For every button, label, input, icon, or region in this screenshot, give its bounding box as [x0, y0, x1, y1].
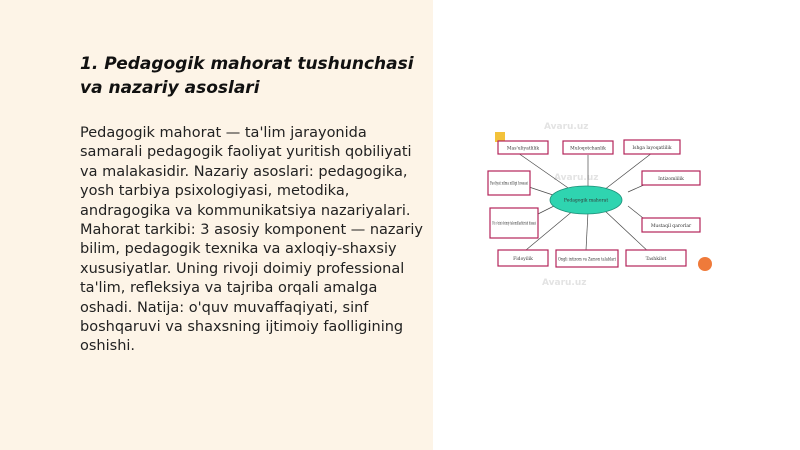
node-bottom-left [498, 250, 548, 266]
node-right-1 [642, 171, 700, 185]
watermark-text: Avaru.uz [544, 122, 589, 132]
accent-dot [698, 257, 712, 271]
svg-text:Fidoyilik: Fidoyilik [513, 257, 533, 262]
watermark-text: Avaru.uz [542, 278, 587, 288]
diagram-svg [476, 100, 725, 288]
node-center [550, 186, 622, 214]
svg-text:Intizomlilik: Intizomlilik [658, 177, 684, 182]
node-top-right [624, 140, 680, 154]
node-mid-left-1 [488, 171, 555, 195]
svg-text:Muloqotchanlik: Muloqotchanlik [570, 146, 606, 152]
svg-text:Ongli intizom va Zamon talabla: Ongli intizom va Zamon talablari [558, 257, 634, 263]
svg-text:O'z-o'zini doimiy takomillasht: O'z-o'zini doimiy takomillashtirish hissasi [492, 221, 587, 227]
node-top-mid [563, 141, 613, 154]
node-mid-left-2 [490, 208, 587, 238]
svg-text:Faoliyat xilma xilligi hossasi: Faoliyat xilma xilligi hossasi [490, 181, 555, 187]
node-right-2 [642, 218, 700, 232]
svg-text:Ishga layoqatlilik: Ishga layoqatlilik [632, 146, 672, 151]
diagram-image [476, 100, 725, 288]
node-bottom-mid [556, 250, 634, 267]
svg-text:Mustaqil qarorlar: Mustaqil qarorlar [650, 224, 692, 229]
node-top-left [498, 141, 548, 154]
slide-body-text: Pedagogik mahorat — ta'lim jarayonida samarali pedagogik faoliyat yuritish qobiliyati va malakasidir. Nazariy asoslari: pedagogika, yosh tarbiya psixologiyasi, metodika, andragogika va kommunikatsiya nazariyalari. Mahorat tarkibi: 3 asosiy komponent — nazariy bilim, pedagogik texnika va axloqiy-shaxsiy xususiyatlar. Uning rivoji doimiy professional ta'lim, refleksiya va tajriba orqali amalga oshadi. Natija: o'quv muvaffaqiyati, sinf boshqaruvi va shaxsning ijtimoiy faolligining oshishi. [80, 125, 424, 355]
node-bottom-right [626, 250, 686, 266]
svg-text:Pedagogik mahorat: Pedagogik mahorat [563, 198, 609, 204]
slide-title: 1. Pedagogik mahorat tushunchasi va nazariy asoslari [80, 54, 414, 98]
svg-text:Mas'uliyatlilik: Mas'uliyatlilik [506, 146, 540, 152]
watermark-text: Avaru.uz [554, 173, 599, 183]
svg-text:Tashkilot: Tashkilot [645, 257, 667, 262]
